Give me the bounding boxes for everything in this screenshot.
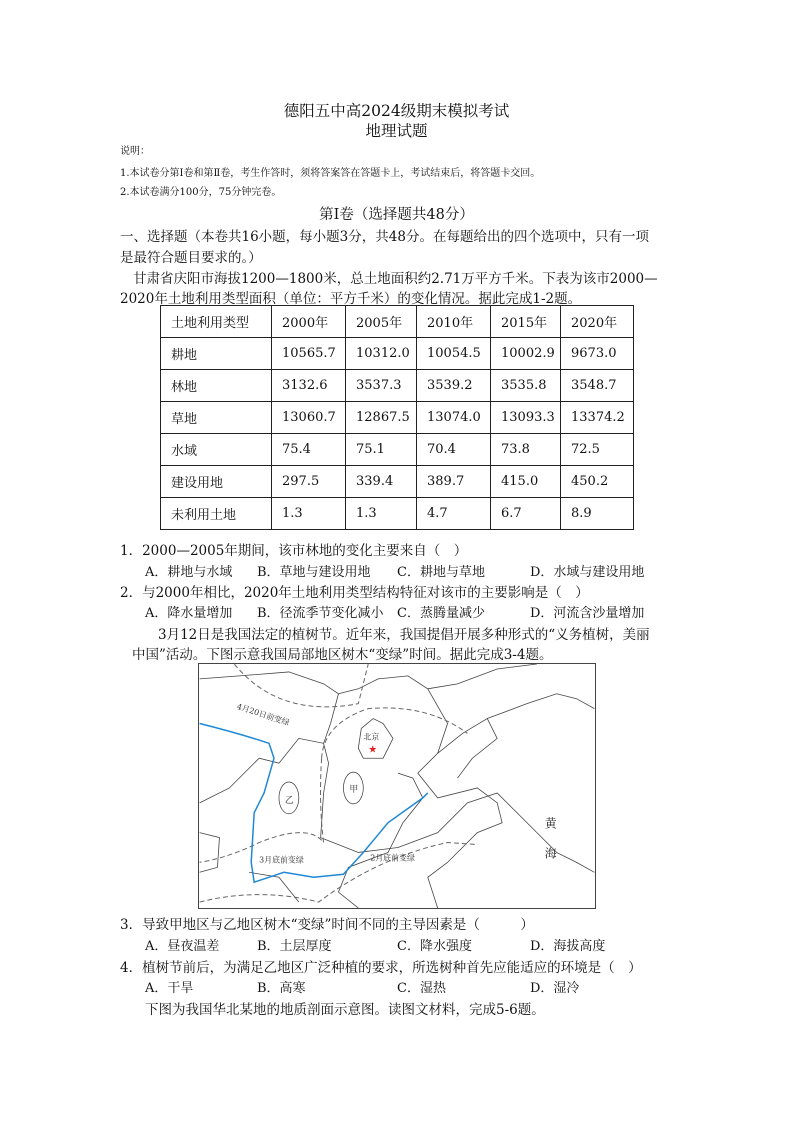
- q2-option-b: B．径流季节变化减小: [257, 606, 384, 621]
- table-cell: 339.4: [346, 466, 417, 498]
- q4-option-d: D．湿冷: [530, 981, 580, 996]
- table-cell: 1.3: [272, 498, 346, 530]
- table-row: [161, 402, 634, 434]
- table-header-row: [161, 306, 634, 338]
- table-cell: 70.4: [417, 434, 491, 466]
- table-cell: 450.2: [561, 466, 634, 498]
- note-1: 1.本试卷分第Ⅰ卷和第Ⅱ卷，考生作答时，须将答案答在答题卡上，考试结束后，将答题卡交回。: [120, 168, 541, 179]
- table-cell: 3539.2: [417, 370, 491, 402]
- table-cell: 草地: [161, 402, 272, 434]
- table-cell: 4.7: [417, 498, 491, 530]
- yellow-sea-label-2: 海: [544, 846, 557, 861]
- table-cell: 6.7: [491, 498, 561, 530]
- note-2: 2.本试卷满分100分，75分钟完卷。: [120, 187, 282, 198]
- q4-option-a: A．干旱: [145, 981, 194, 996]
- table-cell: 10054.5: [417, 338, 491, 370]
- table-cell: 9673.0: [561, 338, 634, 370]
- passage1-line-1: 甘肃省庆阳市海拔1200—1800米，总土地面积约2.71万平方千米。下表为该市2000—: [133, 271, 658, 287]
- greening-time-map: [198, 663, 596, 909]
- table-cell: 10312.0: [346, 338, 417, 370]
- table-row: [161, 370, 634, 402]
- q4-stem: 4．植树节前后，为满足乙地区广泛种植的要求，所选树种首先应能适应的环境是（ ）: [120, 960, 642, 976]
- q1-option-a: A．耕地与水域: [145, 565, 233, 580]
- table-cell: 73.8: [491, 434, 561, 466]
- q1-option-c: C．耕地与草地: [397, 565, 485, 580]
- q1-option-b: B．草地与建设用地: [257, 565, 371, 580]
- passage2-line-1: 3月12日是我国法定的植树节。近年来，我国提倡开展多种形式的“义务植树，美丽: [158, 627, 650, 643]
- table-cell: 72.5: [561, 434, 634, 466]
- isoline-label-march: 3月底前变绿: [259, 855, 304, 865]
- table-header: 2010年: [417, 306, 491, 338]
- table-header: 2015年: [491, 306, 561, 338]
- table-cell: 水域: [161, 434, 272, 466]
- instructions-line-2: 是最符合题目要求的。）: [120, 250, 262, 266]
- table-cell: 1.3: [346, 498, 417, 530]
- section-heading: 第Ⅰ卷（选择题共48分）: [319, 207, 474, 223]
- beijing-label: 北京: [363, 732, 380, 742]
- table-cell: 林地: [161, 370, 272, 402]
- q3-option-d: D．海拔高度: [530, 939, 606, 954]
- table-cell: 13074.0: [417, 402, 491, 434]
- yellow-sea-label-1: 黄: [544, 816, 557, 831]
- q4-option-c: C．湿热: [397, 981, 446, 996]
- isoline-label-february: 2月底前变绿: [370, 853, 415, 863]
- table-cell: 297.5: [272, 466, 346, 498]
- table-cell: 75.4: [272, 434, 346, 466]
- q3-option-b: B．土层厚度: [257, 939, 332, 954]
- q4-option-b: B．高寒: [257, 981, 306, 996]
- exam-subtitle: 地理试题: [365, 122, 428, 140]
- table-cell: 耕地: [161, 338, 272, 370]
- table-cell: 10002.9: [491, 338, 561, 370]
- capital-star-icon: ★: [368, 744, 378, 756]
- table-cell: 13093.3: [491, 402, 561, 434]
- table-cell: 13374.2: [561, 402, 634, 434]
- passage2-line-2: 中国”活动。下图示意我国局部地区树木“变绿”时间。据此完成3-4题。: [132, 647, 553, 663]
- region-yi-label: 乙: [284, 795, 294, 806]
- table-row: [161, 498, 634, 530]
- table-row: [161, 434, 634, 466]
- table-cell: 3535.8: [491, 370, 561, 402]
- q2-stem: 2．与2000年相比，2020年土地利用类型结构特征对该市的主要影响是（ ）: [120, 585, 589, 601]
- table-header: 2000年: [272, 306, 346, 338]
- table-cell: 13060.7: [272, 402, 346, 434]
- q3-option-a: A．昼夜温差: [145, 939, 220, 954]
- exam-title: 德阳五中高2024级期末模拟考试: [283, 102, 510, 120]
- table-cell: 389.7: [417, 466, 491, 498]
- table-row: [161, 466, 634, 498]
- table-cell: 8.9: [561, 498, 634, 530]
- q3-option-c: C．降水强度: [397, 939, 472, 954]
- province-borders: [200, 664, 595, 908]
- table-cell: 建设用地: [161, 466, 272, 498]
- table-cell: 3548.7: [561, 370, 634, 402]
- table-row: [161, 338, 634, 370]
- table-cell: 10565.7: [272, 338, 346, 370]
- q2-option-d: D．河流含沙量增加: [530, 606, 645, 621]
- table-cell: 75.1: [346, 434, 417, 466]
- table-cell: 415.0: [491, 466, 561, 498]
- q1-stem: 1．2000—2005年期间，该市林地的变化主要来自（ ）: [120, 543, 468, 559]
- table-cell: 未利用土地: [161, 498, 272, 530]
- table-header: 土地利用类型: [161, 306, 272, 338]
- instructions-line-1: 一、选择题（本卷共16小题，每小题3分，共48分。在每题给出的四个选项中，只有一项: [120, 229, 649, 245]
- notes-label: 说明：: [120, 146, 150, 157]
- q1-option-d: D．水域与建设用地: [530, 565, 645, 580]
- isoline-label-april: 4月20日前变绿: [235, 701, 291, 728]
- table-header: 2005年: [346, 306, 417, 338]
- table-header: 2020年: [561, 306, 634, 338]
- passage3: 下图为我国华北某地的地质剖面示意图。读图文材料，完成5-6题。: [145, 1002, 545, 1018]
- greening-isolines: [200, 664, 478, 902]
- passage1-line-2: 2020年土地利用类型面积（单位：平方千米）的变化情况。据此完成1-2题。: [120, 291, 582, 307]
- q2-option-c: C．蒸腾量减少: [397, 606, 485, 621]
- land-use-table: [160, 305, 634, 530]
- table-cell: 3537.3: [346, 370, 417, 402]
- region-jia-label: 甲: [349, 784, 359, 795]
- table-cell: 3132.6: [272, 370, 346, 402]
- table-cell: 12867.5: [346, 402, 417, 434]
- q2-option-a: A．降水量增加: [145, 606, 233, 621]
- q3-stem: 3．导致甲地区与乙地区树木“变绿”时间不同的主导因素是（ ）: [120, 917, 534, 933]
